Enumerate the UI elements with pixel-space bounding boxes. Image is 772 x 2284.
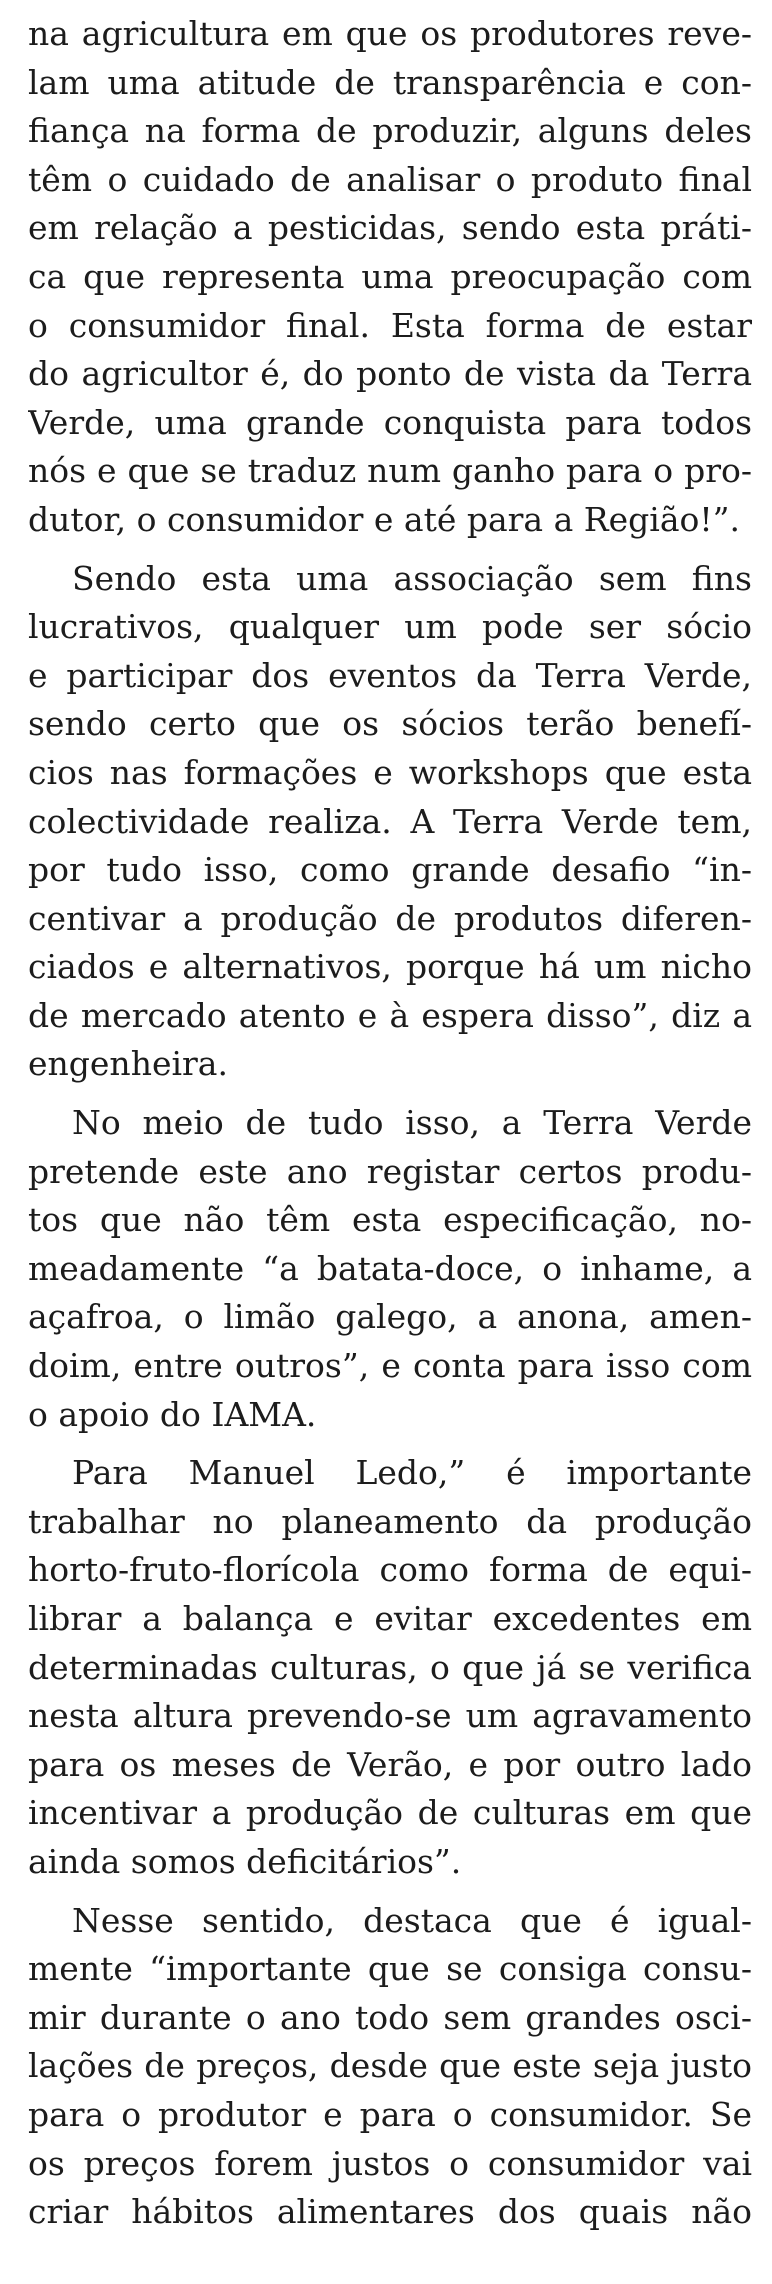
text-line: lucrativos, qualquer um pode ser sócio xyxy=(28,607,752,647)
text-line: em relação a pesticidas, sendo esta práti- xyxy=(28,208,752,248)
text-line: determinadas culturas, o que já se verifica xyxy=(28,1647,752,1687)
text-line: librar a balança e evitar excedentes em xyxy=(28,1599,752,1638)
text-line: sendo certo que os sócios terão benefí- xyxy=(28,704,752,744)
text-line: criar hábitos alimentares dos quais não xyxy=(28,2192,752,2232)
paragraph xyxy=(28,1897,752,2237)
text-line: o consumidor final. Esta forma de estar xyxy=(28,305,752,345)
paragraph xyxy=(28,555,752,1090)
paragraph-gap xyxy=(28,1439,752,1449)
text-line: lam uma atitude de transparência e con- xyxy=(28,62,752,102)
text-line: mir durante o ano todo sem grandes osci- xyxy=(28,1997,752,2037)
text-line: ciados e alternativos, porque há um nicho xyxy=(28,947,752,987)
text-line: ca que representa uma preocupação com xyxy=(28,256,752,296)
text-line: tos que não têm esta especificação, no- xyxy=(28,1200,752,1240)
text-line: mente “importante que se consiga consu- xyxy=(28,1949,752,1989)
text-line: doim, entre outros”, e conta para isso com xyxy=(28,1346,752,1386)
paragraph-gap xyxy=(28,545,752,555)
text-line: para os meses de Verão, e por outro lado xyxy=(28,1744,752,1784)
text-line: para o produtor e para o consumidor. Se xyxy=(28,2094,752,2134)
text-line: e participar dos eventos da Terra Verde, xyxy=(28,655,752,695)
text-line: Nesse sentido, destaca que é igual- xyxy=(72,1900,752,1940)
text-line: açafroa, o limão galego, a anona, amen- xyxy=(28,1297,752,1337)
text-line: cios nas formações e workshops que esta xyxy=(28,752,752,792)
text-line: centivar a produção de produtos diferen- xyxy=(28,898,752,938)
text-line: ainda somos deficitários”. xyxy=(28,1841,462,1881)
text-line: de mercado atento e à espera disso”, diz a xyxy=(28,995,752,1035)
paragraph-gap xyxy=(28,1089,752,1099)
paragraph-gap xyxy=(28,1887,752,1897)
text-line: do agricultor é, do ponto de vista da Terra xyxy=(28,354,752,394)
text-line: incentivar a produção de culturas em que xyxy=(28,1793,752,1833)
text-line: nós e que se traduz num ganho para o pro- xyxy=(28,451,752,491)
article-column xyxy=(28,10,752,2237)
text-line: engenheira. xyxy=(28,1044,228,1084)
text-line: lações de preços, desde que este seja justo xyxy=(28,2046,752,2086)
text-line: Para Manuel Ledo,” é importante xyxy=(72,1453,752,1493)
text-line: nesta altura prevendo-se um agravamento xyxy=(28,1696,752,1736)
paragraph xyxy=(28,1449,752,1886)
text-line: meadamente “a batata-doce, o inhame, a xyxy=(28,1248,752,1288)
text-line: dutor, o consumidor e até para a Região!”. xyxy=(28,499,740,539)
text-line: trabalhar no planeamento da produção xyxy=(28,1501,752,1541)
text-line: Verde, uma grande conquista para todos xyxy=(28,402,752,442)
paragraph xyxy=(28,10,752,545)
text-line: Sendo esta uma associação sem fins xyxy=(72,558,752,598)
text-line: têm o cuidado de analisar o produto final xyxy=(28,159,752,199)
text-line: pretende este ano registar certos produ- xyxy=(28,1151,752,1191)
text-line: colectividade realiza. A Terra Verde tem, xyxy=(28,801,752,841)
text-line: No meio de tudo isso, a Terra Verde xyxy=(72,1103,752,1143)
paragraph xyxy=(28,1099,752,1439)
text-line: na agricultura em que os produtores reve- xyxy=(28,14,752,53)
text-line: fiança na forma de produzir, alguns deles xyxy=(28,111,752,151)
text-line: por tudo isso, como grande desafio “in- xyxy=(28,850,752,890)
text-line: horto-fruto-florícola como forma de equi- xyxy=(28,1550,752,1590)
text-line: os preços forem justos o consumidor vai xyxy=(28,2143,752,2183)
text-line: o apoio do IAMA. xyxy=(28,1394,317,1434)
